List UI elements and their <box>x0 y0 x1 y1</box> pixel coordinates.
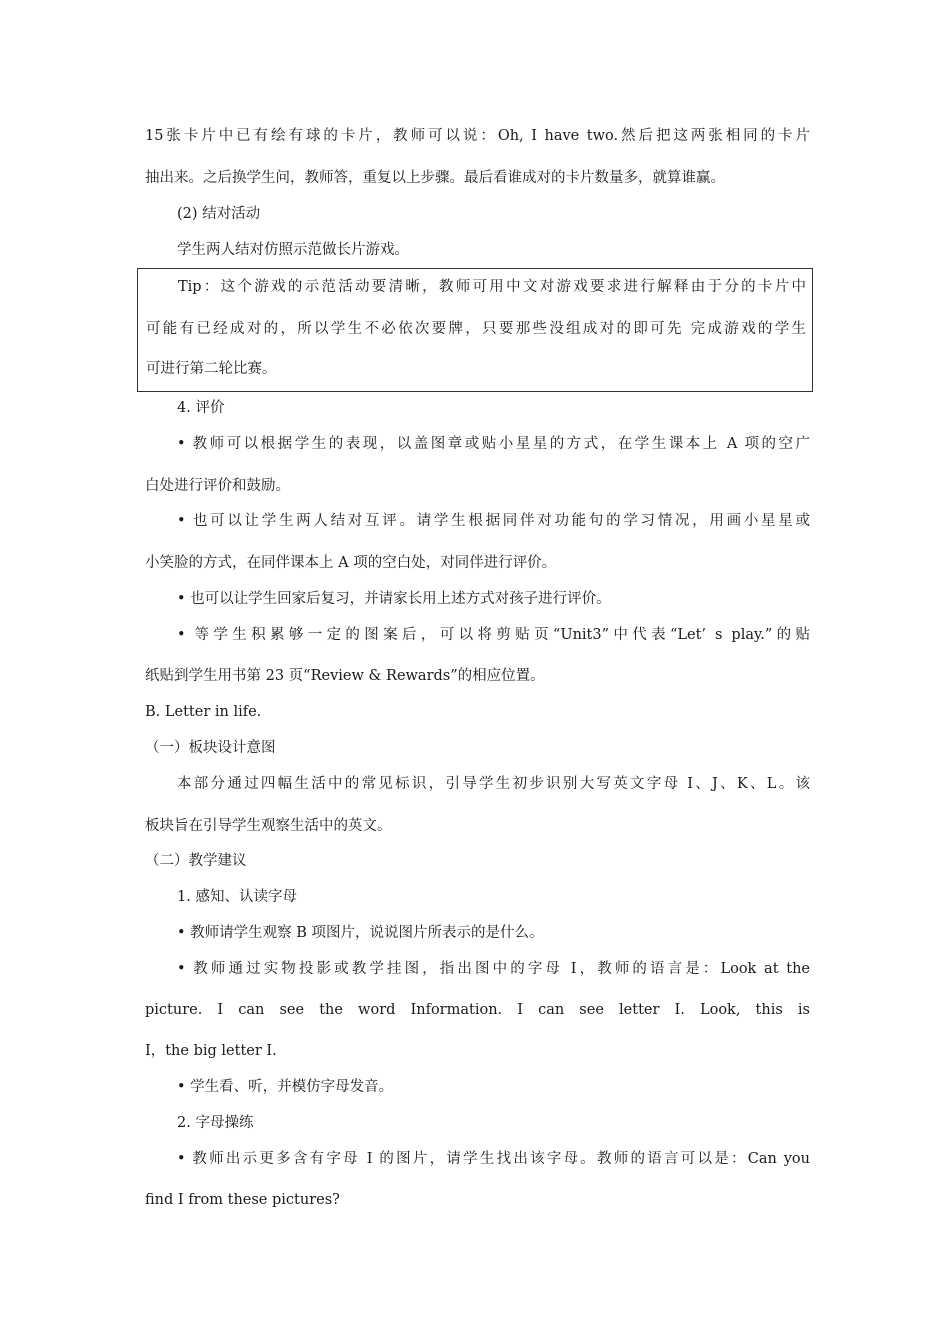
section-heading: （二）教学建议 <box>145 853 247 869</box>
bullet-item: • 等学生积累够一定的图案后，可以将剪贴页“Unit3”中代表“Let’ s play.”的贴 <box>177 627 810 643</box>
bullet-item: • 也可以让学生两人结对互评。请学生根据同伴对功能句的学习情况，用画小星星或 <box>177 513 810 529</box>
bullet-item: • 教师出示更多含有字母 I 的图片，请学生找出该字母。教师的语言可以是：Can you <box>177 1151 810 1167</box>
paragraph-line: 学生两人结对仿照示范做长片游戏。 <box>177 242 409 258</box>
bullet-item: • 教师可以根据学生的表现，以盖图章或贴小星星的方式，在学生课本上 A 项的空广 <box>177 436 810 452</box>
subsection-heading: 2. 字母操练 <box>177 1115 254 1131</box>
section-heading: 4. 评价 <box>177 400 225 416</box>
subsection-heading: (2) 结对活动 <box>177 206 261 222</box>
bullet-item: • 学生看、听，并模仿字母发音。 <box>177 1079 394 1095</box>
paragraph-line: 白处进行评价和鼓励。 <box>145 478 290 494</box>
section-heading: （一）板块设计意图 <box>145 740 276 756</box>
tip-box <box>137 268 813 392</box>
tip-line: 可进行第二轮比赛。 <box>146 361 277 377</box>
tip-line: 可能有已经成对的，所以学生不必依次要牌，只要那些没组成对的即可先 完成游戏的学生 <box>146 321 806 337</box>
paragraph-line: 抽出来。之后换学生问，教师答，重复以上步骤。最后看谁成对的卡片数量多，就算谁赢。 <box>145 170 725 186</box>
paragraph-line: 纸贴到学生用书第 23 页“Review & Rewards”的相应位置。 <box>145 668 545 684</box>
paragraph-line: find I from these pictures? <box>145 1192 340 1208</box>
paragraph-line: picture. I can see the word Information. I can see letter I. Look, this is <box>145 1002 810 1018</box>
paragraph-line: I，the big letter I. <box>145 1043 277 1059</box>
paragraph-line: 小笑脸的方式，在同伴课本上 A 项的空白处，对同伴进行评价。 <box>145 555 557 571</box>
paragraph-line: 本部分通过四幅生活中的常见标识，引导学生初步识别大写英文字母 I、J、K、L。该 <box>177 776 810 792</box>
paragraph-line: 板块旨在引导学生观察生活中的英文。 <box>145 818 392 834</box>
bullet-item: • 也可以让学生回家后复习，并请家长用上述方式对孩子进行评价。 <box>177 591 611 607</box>
tip-line: Tip：这个游戏的示范活动要清晰，教师可用中文对游戏要求进行解释由于分的卡片中 <box>178 279 806 295</box>
subsection-heading: 1. 感知、认读字母 <box>177 889 297 905</box>
section-title: B. Letter in life. <box>145 704 262 720</box>
bullet-item: • 教师请学生观察 B 项图片，说说图片所表示的是什么。 <box>177 925 544 941</box>
bullet-item: • 教师通过实物投影或教学挂图，指出图中的字母 I，教师的语言是：Look at the <box>177 961 810 977</box>
paragraph-line: 15张卡片中已有绘有球的卡片，教师可以说：Oh, I have two.然后把这两张相同的卡片 <box>145 128 810 144</box>
